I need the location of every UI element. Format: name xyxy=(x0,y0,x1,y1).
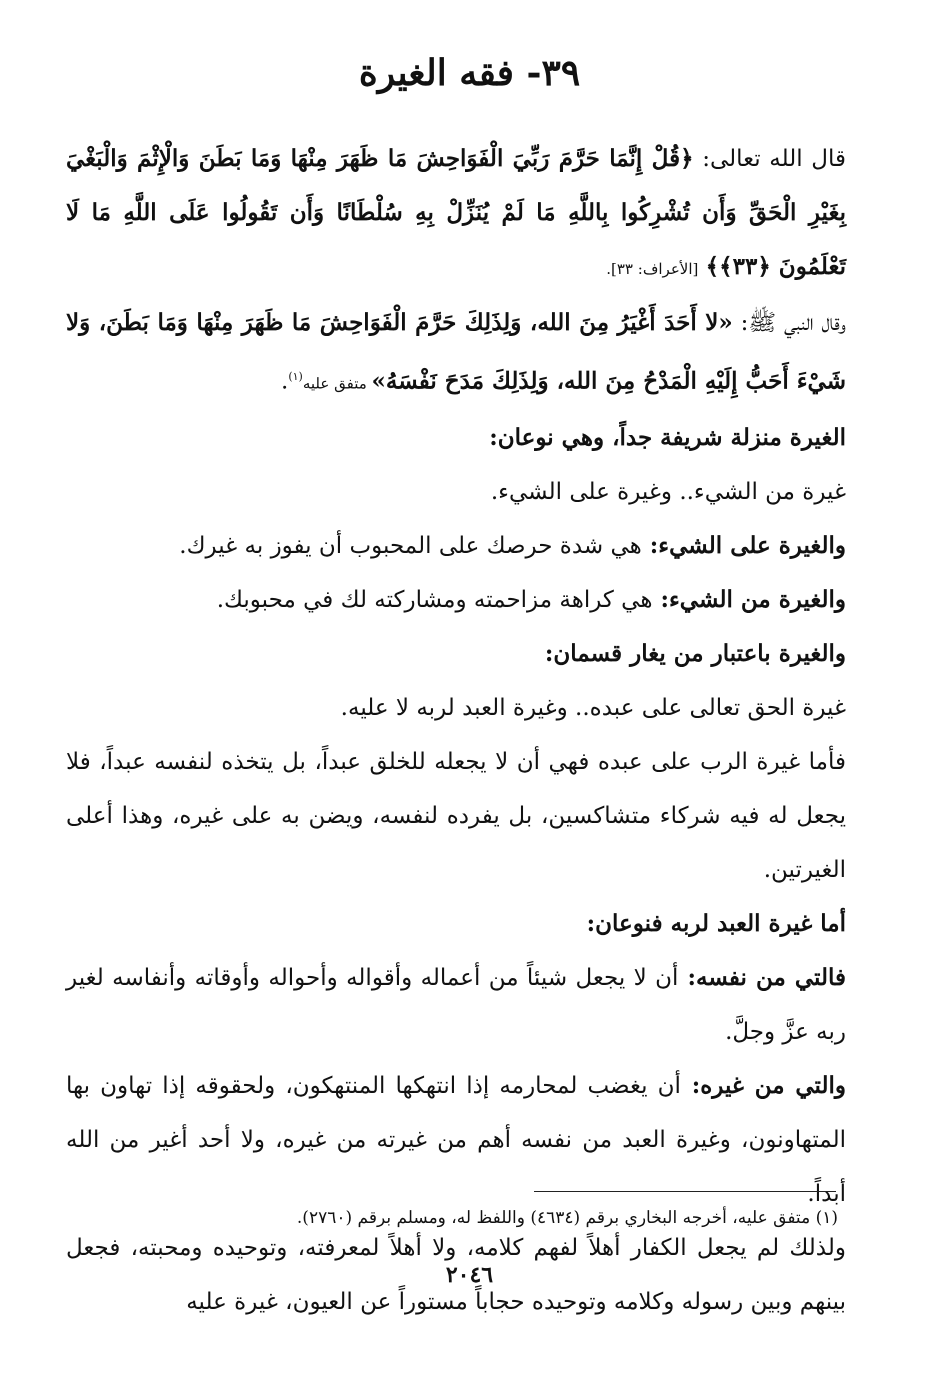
quran-verse: ﴿قُلْ إِنَّمَا حَرَّمَ رَبِّيَ الْفَوَاحِشَ مَا ظَهَرَ مِنْهَا وَمَا بَطَنَ وَالْإِثْمَ وَالْبَغْيَ بِغَيْرِ الْحَقِّ وَأَن تُشْرِكُوا بِاللَّهِ مَا لَمْ يُنَزِّلْ بِهِ سُلْطَانًا وَأَن تَقُولُوا عَلَى اللَّهِ مَا لَا تَعْلَمُونَ ﴿٣٣﴾﴾ xyxy=(66,145,846,280)
paragraph-heading-types: الغيرة منزلة شريفة جداً، وهي نوعان: xyxy=(489,423,846,451)
paragraph-heading-abd: أما غيرة العبد لربه فنوعان: xyxy=(586,909,846,937)
verse-intro: قال الله تعالى: xyxy=(693,146,847,172)
paragraph-rabb-ghira: فأما غيرة الرب على عبده فهي أن لا يجعله للخلق عبداً، بل يتخذه لنفسه عبداً، فلا يجعل له فيه شركاء متشاكسين، بل يفرده لنفسه، ويضن به على غيره، وهذا أعلى الغيرتين. xyxy=(66,748,846,883)
hadith-end: . xyxy=(281,368,289,395)
paragraph-quran-verse xyxy=(66,132,846,296)
hadith-grade: متفق عليه xyxy=(302,374,372,393)
definition-min-nafsih: أن لا يجعل شيئاً من أعماله وأقواله وأحواله وأوقاته وأنفاسه لغير ربه عزَّ وجلَّ. xyxy=(66,964,846,1045)
paragraph-hadith xyxy=(66,296,846,411)
chapter-title: ٣٩- فقه الغيرة xyxy=(358,52,581,94)
paragraph-ghira-min xyxy=(66,573,846,627)
page-number: ٢٠٤٦ xyxy=(445,1262,494,1288)
paragraph-two-kinds: غيرة من الشيء.. وغيرة على الشيء. xyxy=(490,478,846,505)
term-min-nafsih: فالتي من نفسه: xyxy=(678,963,846,991)
definition-ghira-min: هي كراهة مزاحمته ومشاركته لك في محبوبك. xyxy=(216,586,653,613)
hadith-text: «لا أَحَدَ أَغْيَرُ مِنَ الله، وَلِذَلِكَ حَرَّمَ الْفَوَاحِشَ مَا ظَهَرَ مِنْهَا وَمَا بَطَنَ، وَلا شَيْءَ أَحَبُّ إِلَيْهِ الْمَدْحُ مِنَ الله، وَلِذَلِكَ مَدَحَ نَفْسَهُ» xyxy=(66,309,846,395)
definition-min-ghayrih: أن يغضب لمحارمه إذا انتهكها المنتهكون، ولحقوقه إذا تهاون بها المتهاونون، وغيرة العبد من نفسه أهم من غيرته من غيره، ولا أحد أغير من الله أبداً. xyxy=(66,1072,846,1207)
definition-ghira-ala: هي شدة حرصك على المحبوب أن يفوز به غيرك. xyxy=(179,532,642,559)
footnote-marker: (١) xyxy=(288,370,303,383)
paragraph-min-nafsih xyxy=(66,951,846,1059)
term-ghira-min: والغيرة من الشيء: xyxy=(652,585,846,613)
hadith-intro: وقال النبي ﷺ: xyxy=(732,310,846,336)
paragraph-heading-divisions: والغيرة باعتبار من يغار قسمان: xyxy=(544,639,846,667)
paragraph-ghira-ala xyxy=(66,519,846,573)
verse-reference: [الأعراف: ٣٣]. xyxy=(606,260,699,278)
paragraph-divisions: غيرة الحق تعالى على عبده.. وغيرة العبد لربه لا عليه. xyxy=(340,694,846,721)
paragraph-kuffar: ولذلك لم يجعل الكفار أهلاً لفهم كلامه، ولا أهلاً لمعرفته، وتوحيده ومحبته، فجعل بينهم وبين رسوله وكلامه وتوحيده حجاباً مستوراً عن العيون، غيرة عليه xyxy=(66,1234,846,1315)
main-text xyxy=(66,132,846,1329)
footnote: (١) متفق عليه، أخرجه البخاري برقم (٤٦٣٤) واللفظ له، ومسلم برقم (٢٧٦٠). xyxy=(296,1208,838,1228)
term-min-ghayrih: والتي من غيره: xyxy=(680,1071,846,1099)
term-ghira-ala: والغيرة على الشيء: xyxy=(641,531,846,559)
paragraph-min-ghayrih xyxy=(66,1059,846,1221)
footnote-divider xyxy=(534,1191,836,1192)
